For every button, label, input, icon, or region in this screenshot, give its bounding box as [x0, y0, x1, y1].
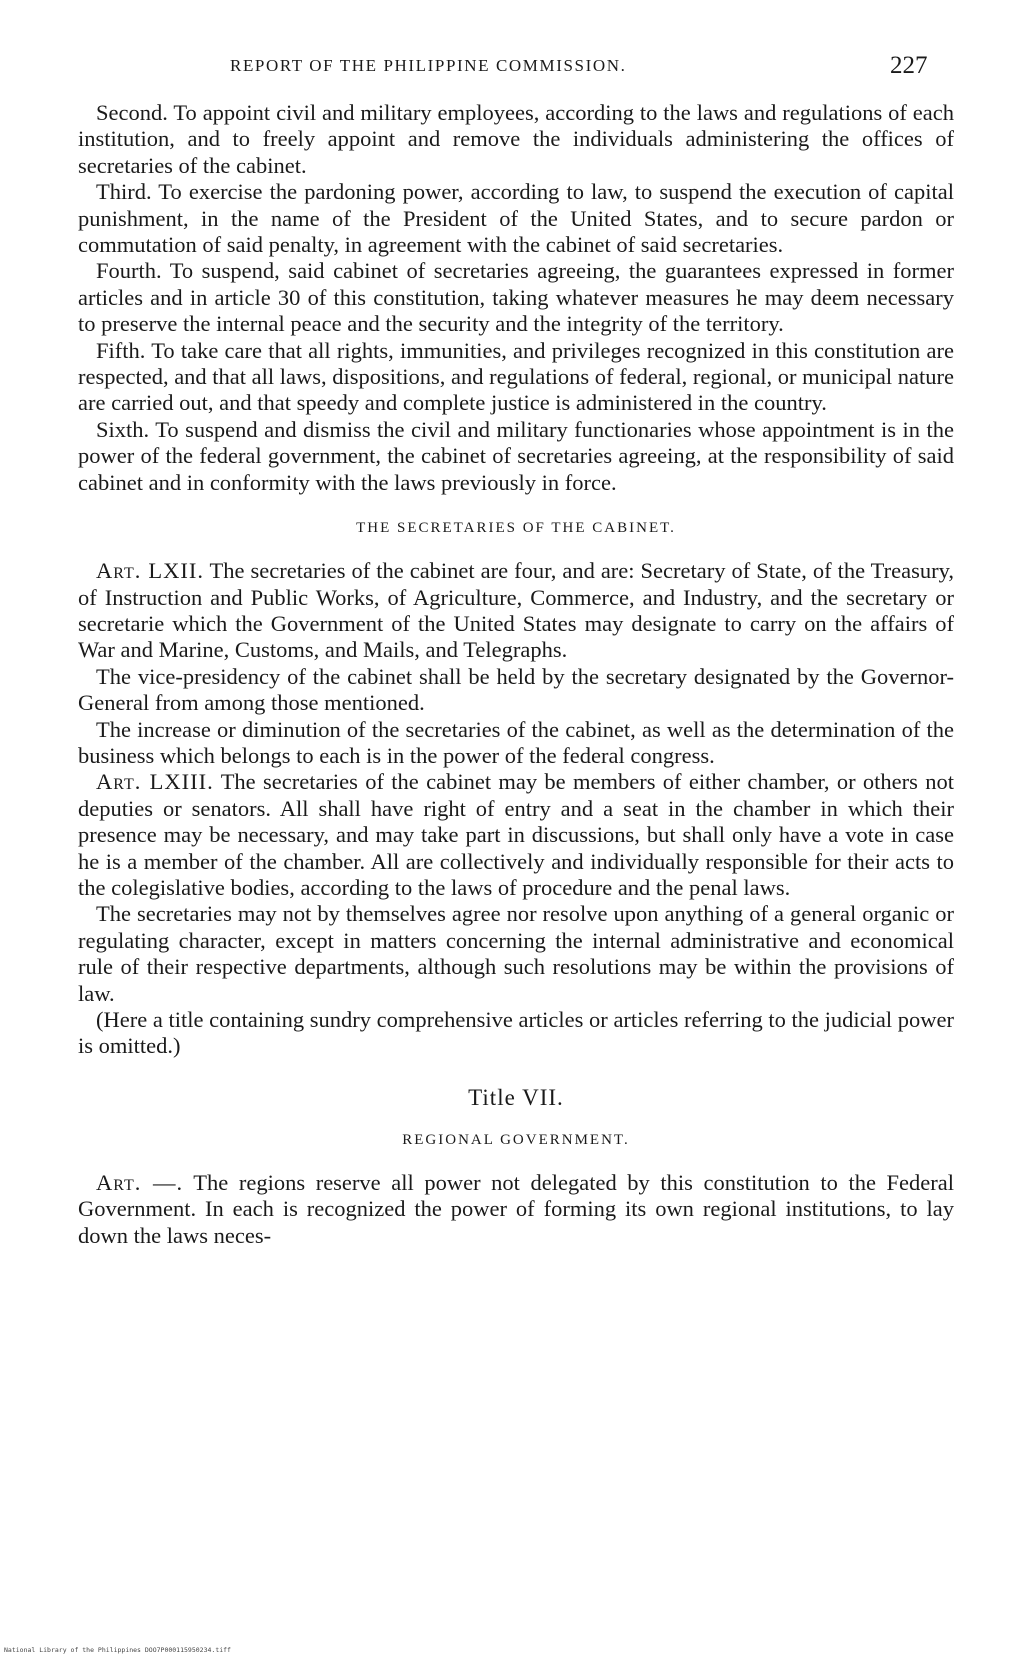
- paragraph-omitted-note: (Here a title containing sundry comprehensive articles or articles referring to the judicial power is omitted.): [78, 1007, 954, 1059]
- body-text: [78, 100, 954, 1249]
- article-text: The secretaries of the cabinet are four, and are: Secretary of State, of the Treasury, of Instruction and Public Works, of Agriculture, Commerce, and Industry, and the secretary or secretarie which the Government of the United States may designate to carry on the affairs of War and Marine, Customs, and Mails, and Telegraphs.: [78, 558, 954, 663]
- article-label: Art. LXIII.: [96, 769, 214, 795]
- paragraph-secretaries-may-not: The secretaries may not by themselves agree nor resolve upon anything of a general organic or regulating character, except in matters concerning the internal administrative and economical rule of their respective departments, although such resolutions may be within the provisions of law.: [78, 901, 954, 1006]
- title-heading: Title VII.: [468, 1084, 564, 1110]
- scan-footer: National Library of the Philippines DOO7P000115950234.tiff: [4, 1646, 231, 1654]
- article-label: Art. —.: [96, 1169, 184, 1195]
- running-title: REPORT OF THE PHILIPPINE COMMISSION.: [230, 56, 627, 75]
- article-regional: [78, 1170, 954, 1249]
- article-text: The regions reserve all power not delegated by this constitution to the Federal Government. In each is recognized the power of forming its own regional institutions, to lay down the laws neces-: [78, 1169, 954, 1248]
- page-number: 227: [890, 52, 928, 79]
- article-lxiii: [78, 769, 954, 901]
- article-label: Art. LXII.: [96, 558, 204, 584]
- subtitle-heading: REGIONAL GOVERNMENT.: [402, 1131, 630, 1148]
- paragraph-sixth: Sixth. To suspend and dismiss the civil and military functionaries whose appointment is in the power of the federal government, the cabinet of secretaries agreeing, at the responsibility of said cabinet and in conformity with the laws previously in force.: [78, 416, 954, 495]
- running-head: [0, 52, 1020, 82]
- paragraph-third: Third. To exercise the pardoning power, according to law, to suspend the execution of capital punishment, in the name of the President of the United States, and to secure pardon or commutation of said penalty, in agreement with the cabinet of said secretaries.: [78, 179, 954, 258]
- paragraph-vice-presidency: The vice-presidency of the cabinet shall be held by the secretary designated by the Governor-General from among those mentioned.: [78, 663, 954, 716]
- paragraph-increase: The increase or diminution of the secretaries of the cabinet, as well as the determination of the business which belongs to each is in the power of the federal congress.: [78, 716, 954, 768]
- paragraph-fifth: Fifth. To take care that all rights, immunities, and privileges recognized in this constitution are respected, and that all laws, dispositions, and regulations of federal, regional, or municipal nature are carried out, and that speedy and complete justice is administered in the country.: [78, 337, 954, 416]
- article-lxii: [78, 558, 954, 664]
- section-heading-secretaries: THE SECRETARIES OF THE CABINET.: [356, 520, 676, 537]
- paragraph-fourth: Fourth. To suspend, said cabinet of secretaries agreeing, the guarantees expressed in former articles and in article 30 of this constitution, taking whatever measures he may deem necessary to preserve the internal peace and the security and the integrity of the territory.: [78, 258, 954, 337]
- article-text: The secretaries of the cabinet may be members of either chamber, or others not deputies or senators. All shall have right of entry and a seat in the chamber in which their presence may be necessary, and may take part in discussions, but shall only have a vote in case he is a member of the chamber. All are collectively and individually responsible for their acts to the colegislative bodies, according to the laws of procedure and the penal laws.: [78, 769, 954, 900]
- paragraph-second: Second. To appoint civil and military employees, according to the laws and regulations of each institution, and to freely appoint and remove the individuals administering the offices of secretaries of the cabinet.: [78, 100, 954, 178]
